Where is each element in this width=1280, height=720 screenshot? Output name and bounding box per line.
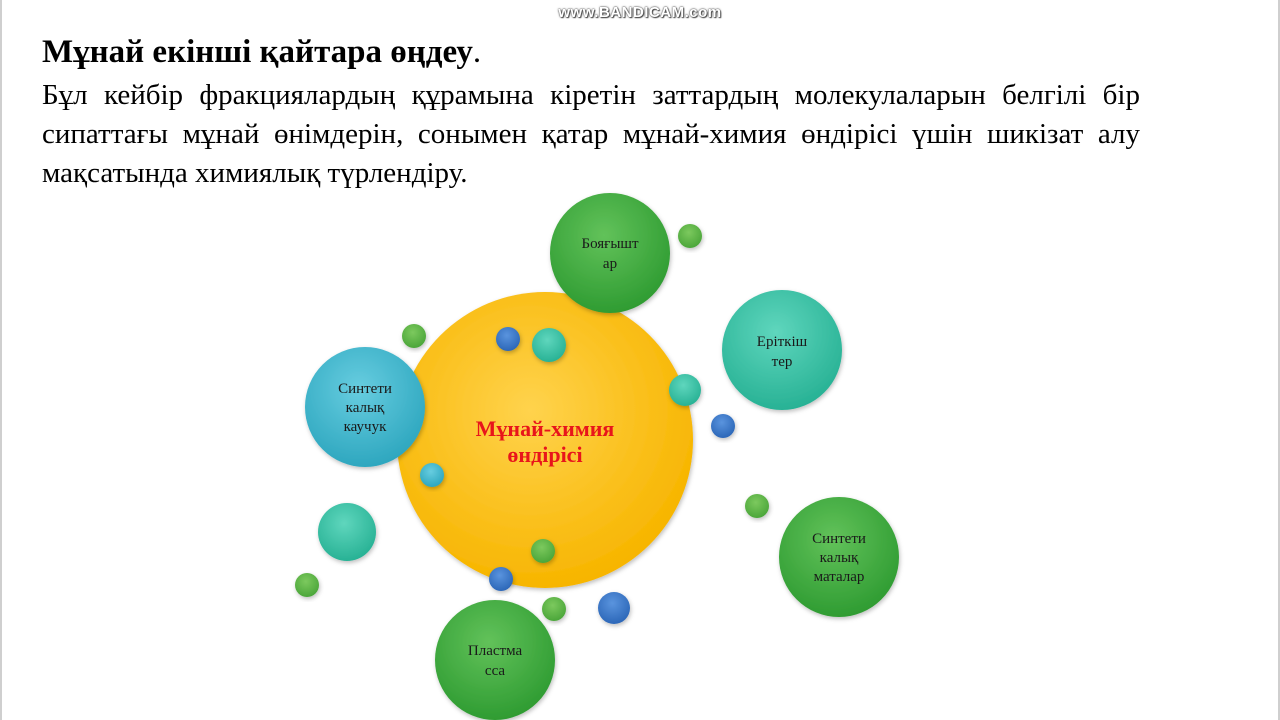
bubble-green (678, 224, 702, 248)
node-matalar-line-3: маталар (813, 569, 865, 585)
node-matalar (779, 497, 899, 617)
bubble-green (542, 597, 566, 621)
node-eritkish-circle (722, 290, 842, 410)
node-eritkish-line-2: тер (771, 354, 793, 370)
node-kauchuk (305, 347, 425, 467)
node-kauchuk-line-1: Синтети (338, 381, 392, 397)
node-matalar-line-1: Синтети (812, 531, 866, 547)
bubble-teal (669, 374, 701, 406)
center-label-line-2: өндірісі (507, 442, 583, 467)
node-plastmassa (435, 600, 555, 720)
bubble-blue (489, 567, 513, 591)
watermark: www.BANDICAM.com (558, 4, 722, 21)
bubble-green (295, 573, 319, 597)
bubble-blue (496, 327, 520, 351)
slide-title-punct: . (472, 34, 482, 70)
node-boyagysh (550, 193, 670, 313)
node-kauchuk-line-2: калық (345, 400, 385, 416)
bubble-cyan (420, 463, 444, 487)
bubble-green (402, 324, 426, 348)
slide-title-text: Мұнай екінші қайтара өңдеу (42, 34, 473, 70)
node-boyagysh-line-2: ар (602, 256, 618, 272)
node-boyagysh-circle (550, 193, 670, 313)
node-plastmassa-line-2: сса (484, 663, 506, 679)
node-eritkish-line-1: Еріткіш (756, 334, 808, 350)
bubble-green (745, 494, 769, 518)
bubble-green (531, 539, 555, 563)
bubble-blue (711, 414, 735, 438)
bubble-blue (598, 592, 630, 624)
node-plastmassa-circle (435, 600, 555, 720)
node-eritkish (722, 290, 842, 410)
slide-paragraph: Бұл кейбір фракциялардың құрамына кіретін заттардың молекулаларын белгілі бір сипаттағы мұнай өнімдерін, сонымен қатар мұнай-химия өндірісі үшін шикізат алу мақсатында химиялық түрлендіру. (42, 79, 1140, 189)
center-label-line-1: Мұнай-химия (475, 416, 615, 441)
node-kauchuk-line-3: каучук (343, 419, 387, 435)
node-matalar-line-2: калық (819, 550, 859, 566)
node-boyagysh-line-1: Бояғышт (581, 236, 639, 252)
node-plastmassa-line-1: Пластма (467, 643, 523, 659)
bubble-teal (532, 328, 566, 362)
bubble-teal (318, 503, 376, 561)
